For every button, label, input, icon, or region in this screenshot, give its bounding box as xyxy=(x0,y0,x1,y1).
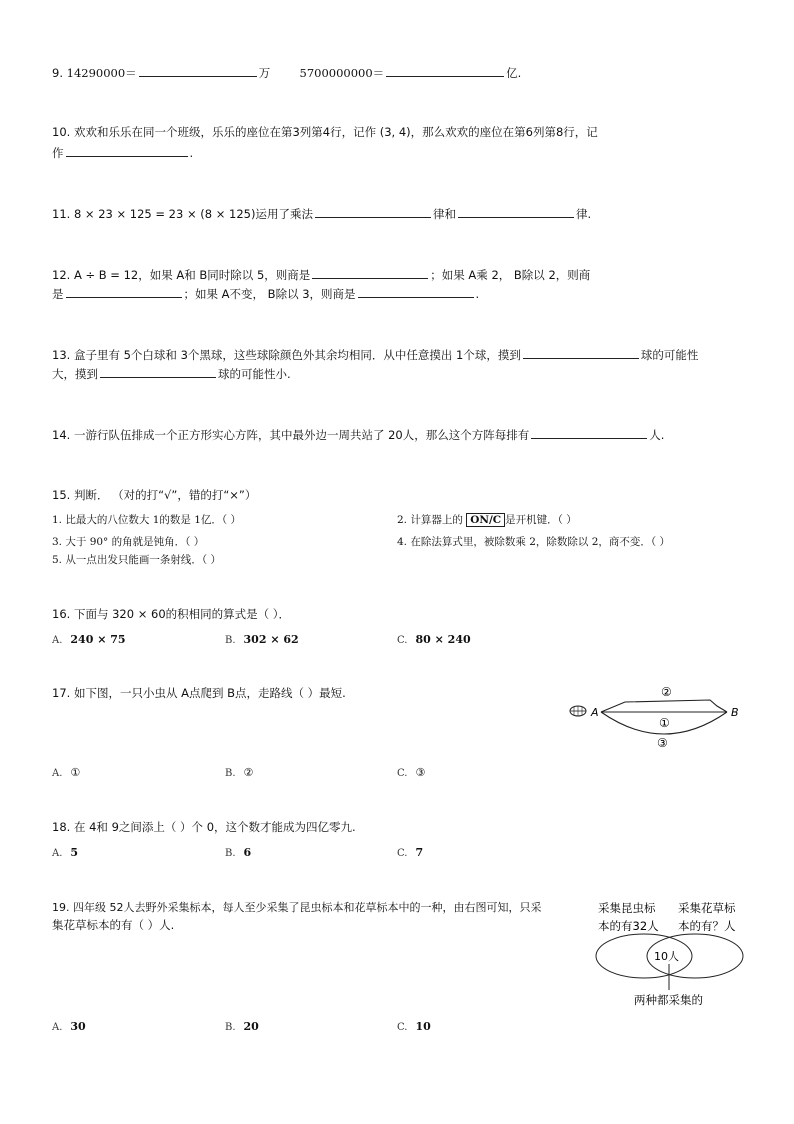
q15-item-5: 5. 从一点出发只能画一条射线．（ ） xyxy=(52,554,221,566)
route-2-label: ② xyxy=(661,685,672,699)
option-letter: B. xyxy=(225,1022,236,1033)
question-14 xyxy=(52,426,664,443)
q15-item-2 xyxy=(397,513,577,527)
option-text: 240 × 75 xyxy=(70,633,126,646)
question-19-line-1: 19. 四年级 52人去野外采集标本，每人至少采集了昆虫标本和花草标本中的一种，由右图可知，只采 xyxy=(52,901,542,914)
q12-blank-3[interactable] xyxy=(358,285,474,298)
option-text: 30 xyxy=(70,1020,86,1033)
q13-blank-1[interactable] xyxy=(523,346,639,359)
q13-line2-pre: 大，摸到 xyxy=(52,367,98,381)
route-2-path xyxy=(601,700,727,712)
q12-line2-pre: 是 xyxy=(52,287,64,301)
option-letter: A. xyxy=(52,635,63,646)
q9-blank-2[interactable] xyxy=(386,64,504,77)
q16-option-a[interactable] xyxy=(52,633,126,648)
q15-item-2-pre: 2. 计算器上的 xyxy=(397,514,463,526)
q9-number: 9. xyxy=(52,66,63,80)
option-letter: B. xyxy=(225,848,236,859)
q12-blank-2[interactable] xyxy=(66,285,182,298)
q19-venn-diagram xyxy=(592,896,748,1014)
option-text: 6 xyxy=(243,846,252,859)
option-text: 80 × 240 xyxy=(415,633,471,646)
q18-option-c[interactable] xyxy=(397,846,423,861)
option-letter: A. xyxy=(52,848,63,859)
venn-right-label-2: 本的有？人 xyxy=(678,919,736,933)
question-12-line-1 xyxy=(52,266,590,283)
q15-item-4: 4. 在除法算式里，被除数乘 2，除数除以 2，商不变．（ ） xyxy=(397,536,670,548)
option-text: 10 xyxy=(415,1020,431,1033)
q9-unit2: 亿. xyxy=(506,66,522,80)
q11-blank-1[interactable] xyxy=(315,205,431,218)
q12-line2-post: . xyxy=(475,287,480,301)
venn-left-label-2: 本的有32人 xyxy=(598,919,659,933)
option-text: ② xyxy=(243,766,254,779)
question-16-stem: 16. 下面与 320 × 60的积相同的算式是（ ）． xyxy=(52,607,291,621)
q13-line2-post: 球的可能性小. xyxy=(218,367,291,381)
q9-blank-1[interactable] xyxy=(139,64,257,77)
q15-item-2-post: 是开机键．（ ） xyxy=(505,514,577,526)
question-10-line-1: 10. 欢欢和乐乐在同一个班级，乐乐的座位在第3列第4行，记作 (3, 4)，那么欢欢的座位在第6列第8行，记 xyxy=(52,125,598,139)
q10-blank[interactable] xyxy=(66,144,188,157)
q14-pre: 14. 一游行队伍排成一个正方形实心方阵，其中最外边一周共站了 20人，那么这个方阵每排有 xyxy=(52,428,530,442)
q17-option-c[interactable] xyxy=(397,766,425,781)
q19-option-c[interactable] xyxy=(397,1020,431,1035)
option-text: 302 × 62 xyxy=(243,633,299,646)
q15-item-3: 3. 大于 90° 的角就是钝角．（ ） xyxy=(52,536,205,548)
venn-bottom-label: 两种都采集的 xyxy=(634,993,703,1007)
question-11 xyxy=(52,205,591,222)
option-text: 7 xyxy=(415,846,424,859)
point-a-label: A xyxy=(591,706,599,719)
q17-option-b[interactable] xyxy=(225,766,253,781)
q11-pre: 11. 8 × 23 × 125 = 23 × (8 × 125)运用了乘法 xyxy=(52,207,313,221)
q12-line2-mid: ；如果 A不变， B除以 3，则商是 xyxy=(183,287,356,301)
option-text: ③ xyxy=(415,766,426,779)
q12-line1-mid: ；如果 A乘 2， B除以 2，则商 xyxy=(430,268,591,282)
q9-unit1: 万 xyxy=(258,66,271,80)
option-letter: B. xyxy=(225,635,236,646)
question-18-stem: 18. 在 4和 9之间添上（ ）个 0，这个数才能成为四亿零九. xyxy=(52,820,356,834)
venn-right-label-1: 采集花草标 xyxy=(678,901,736,915)
on-c-key: ON/C xyxy=(466,513,505,527)
venn-center-label: 10人 xyxy=(654,950,679,963)
route-3-label: ③ xyxy=(657,736,668,750)
option-letter: A. xyxy=(52,1022,63,1033)
q17-option-a[interactable] xyxy=(52,766,80,781)
option-letter: C. xyxy=(397,848,408,859)
q19-option-b[interactable] xyxy=(225,1020,259,1035)
q12-blank-1[interactable] xyxy=(312,266,428,279)
q9-expr1: 14290000＝ xyxy=(66,66,137,80)
q19-option-a[interactable] xyxy=(52,1020,86,1035)
option-text: ① xyxy=(70,766,81,779)
q13-line1-pre: 13. 盒子里有 5个白球和 3个黑球，这些球除颜色外其余均相同．从中任意摸出 1个球，摸到 xyxy=(52,348,521,362)
q14-post: 人. xyxy=(649,428,665,442)
q15-item-1: 1. 比最大的八位数大 1的数是 1亿．（ ） xyxy=(52,514,241,526)
option-letter: C. xyxy=(397,768,408,779)
q10-line2-post: . xyxy=(189,146,194,160)
q12-line1-pre: 12. A ÷ B = 12，如果 A和 B同时除以 5，则商是 xyxy=(52,268,311,282)
q18-option-b[interactable] xyxy=(225,846,251,861)
route-1-label: ① xyxy=(659,716,670,730)
q16-option-b[interactable] xyxy=(225,633,299,648)
question-13-line-2 xyxy=(52,365,291,382)
question-10-line-2 xyxy=(52,144,193,161)
bug-icon xyxy=(570,706,586,716)
question-9 xyxy=(52,64,521,81)
q13-line1-post: 球的可能性 xyxy=(640,348,699,362)
question-19-line-2: 集花草标本的有（ ）人. xyxy=(52,918,175,932)
q11-post: 律. xyxy=(575,207,592,221)
q13-blank-2[interactable] xyxy=(100,365,216,378)
question-13-line-1 xyxy=(52,346,698,363)
q18-option-a[interactable] xyxy=(52,846,78,861)
q9-expr2: 5700000000＝ xyxy=(299,66,385,80)
question-15-title: 15. 判断． （对的打“√”，错的打“×”） xyxy=(52,488,257,502)
q10-line2-pre: 作 xyxy=(52,146,64,160)
option-letter: A. xyxy=(52,768,63,779)
q14-blank[interactable] xyxy=(531,426,647,439)
question-17-stem: 17. 如下图，一只小虫从 A点爬到 B点，走路线（ ）最短. xyxy=(52,686,346,700)
venn-left-label-1: 采集昆虫标 xyxy=(598,901,656,915)
option-text: 20 xyxy=(243,1020,259,1033)
q17-route-figure xyxy=(565,680,755,752)
question-12-line-2 xyxy=(52,285,479,302)
option-letter: B. xyxy=(225,768,236,779)
point-b-label: B xyxy=(731,706,739,719)
option-letter: C. xyxy=(397,1022,408,1033)
option-text: 5 xyxy=(70,846,79,859)
q16-option-c[interactable] xyxy=(397,633,471,648)
q11-blank-2[interactable] xyxy=(458,205,574,218)
option-letter: C. xyxy=(397,635,408,646)
q11-mid: 律和 xyxy=(432,207,456,221)
